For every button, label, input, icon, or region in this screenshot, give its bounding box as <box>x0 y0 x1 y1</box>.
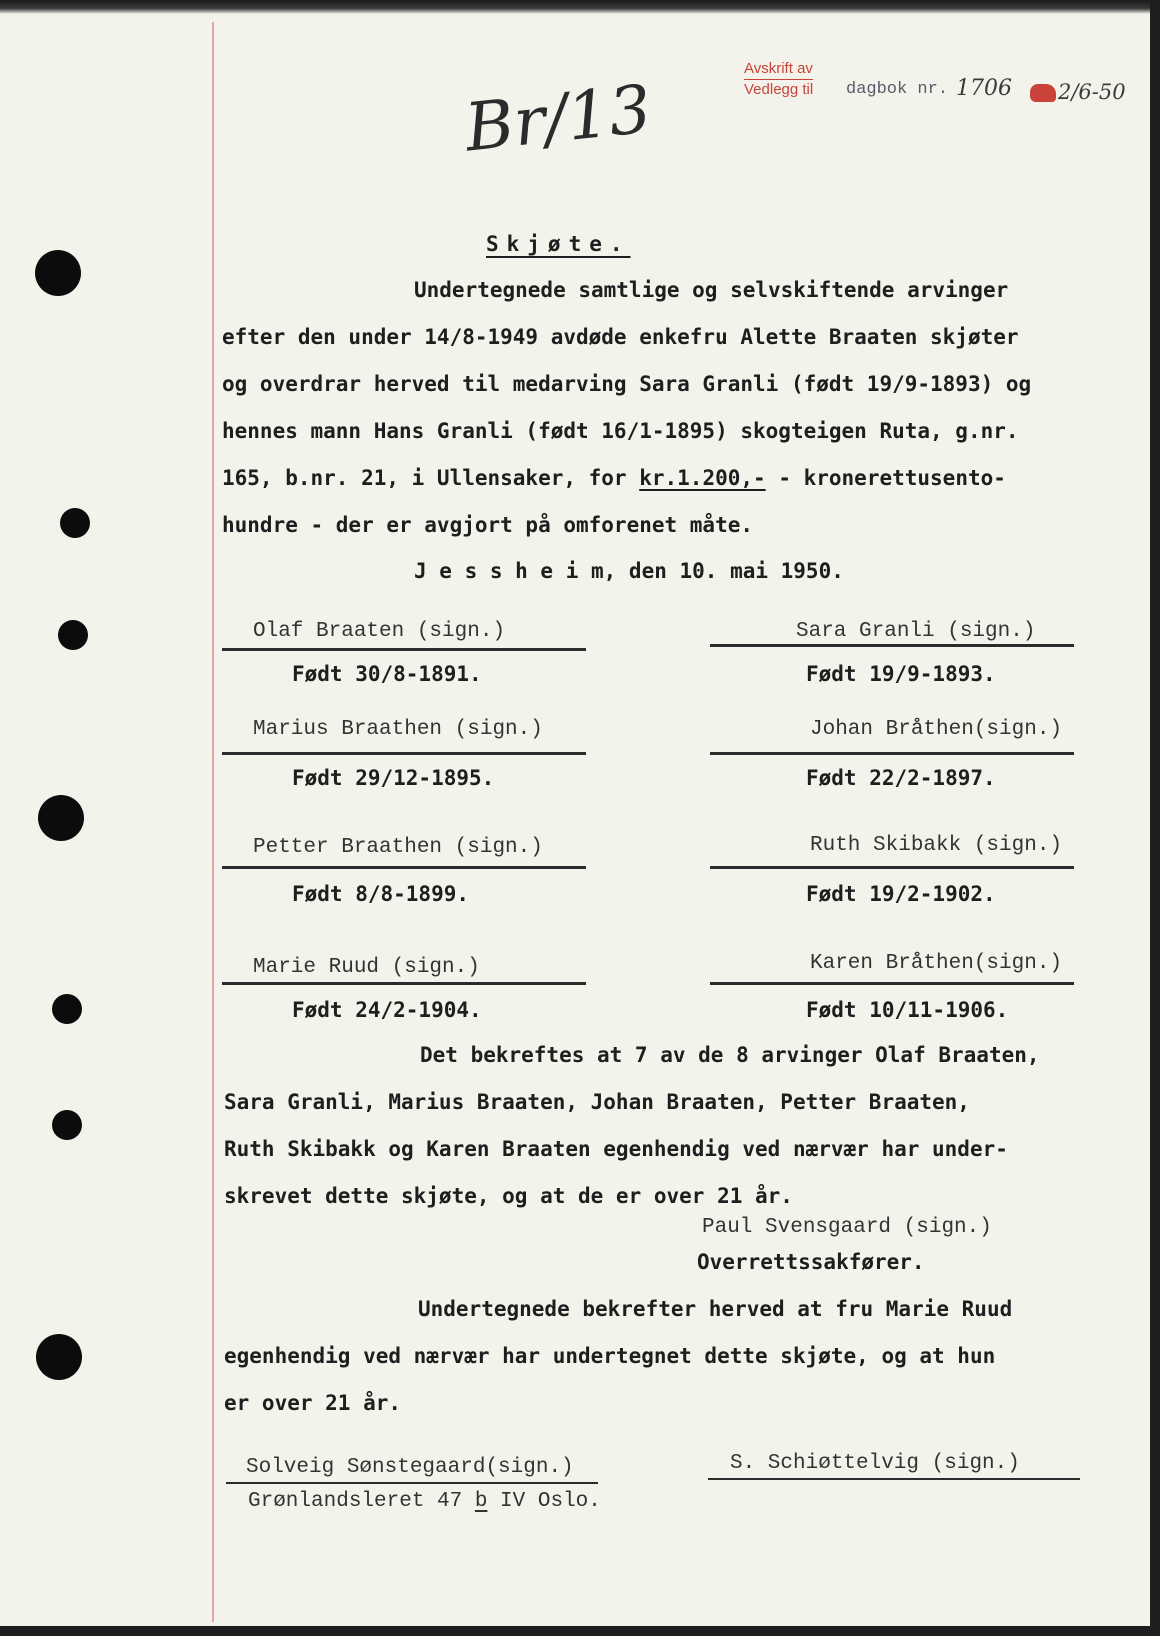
signature-rule <box>710 866 1074 869</box>
signature-born: Født 22/2-1897. <box>806 766 996 790</box>
punch-hole-5 <box>52 994 82 1024</box>
line5-prefix: 165, b.nr. 21, i Ullensaker, for <box>222 466 640 490</box>
handwritten-initials: Br/13 <box>461 70 655 167</box>
stamp-line-1: Avskrift av <box>744 60 813 77</box>
signature-name: Ruth Skibakk (sign.) <box>810 834 1063 857</box>
punch-hole-7 <box>36 1334 82 1380</box>
signature-born: Født 29/12-1895. <box>292 766 495 790</box>
body-line-5 <box>222 466 1006 490</box>
scan-edge-top <box>0 0 1160 14</box>
scan-edge-bottom <box>0 1626 1160 1636</box>
scan-edge-right <box>1150 0 1160 1636</box>
punch-hole-1 <box>35 250 81 296</box>
registry-stamp <box>744 60 813 98</box>
body-line-1: Undertegnede samtlige og selvskiftende arvinger <box>414 278 1009 302</box>
punch-hole-2 <box>60 508 90 538</box>
final-line-1: Undertegnede bekrefter herved at fru Marie Ruud <box>418 1297 1013 1321</box>
address-suffix: IV Oslo. <box>487 1490 601 1513</box>
address-prefix: Grønlandsleret 47 <box>248 1490 475 1513</box>
witness-left-rule <box>226 1482 598 1484</box>
punch-hole-3 <box>58 620 88 650</box>
purchase-amount: kr.1.200,- <box>639 466 766 490</box>
signature-born: Født 19/9-1893. <box>806 662 996 686</box>
signature-rule <box>222 752 586 755</box>
confirm-line-4: skrevet dette skjøte, og at de er over 21 år. <box>224 1184 793 1208</box>
attorney-name: Paul Svensgaard (sign.) <box>702 1216 992 1239</box>
signature-name: Sara Granli (sign.) <box>796 620 1036 643</box>
signature-name: Marie Ruud (sign.) <box>253 956 480 979</box>
witness-left-name: Solveig Sønstegaard(sign.) <box>246 1456 574 1479</box>
final-line-2: egenhendig ved nærvær har undertegnet dette skjøte, og at hun <box>224 1344 996 1368</box>
stamp-line-2: Vedlegg til <box>744 81 814 98</box>
signature-born: Født 30/8-1891. <box>292 662 482 686</box>
attorney-title: Overrettssakfører. <box>697 1250 925 1274</box>
line5-suffix: - kronerettusento- <box>765 466 1006 490</box>
dagbok-label: dagbok nr. <box>846 80 949 99</box>
signature-name: Johan Bråthen(sign.) <box>810 718 1063 741</box>
confirm-line-1: Det bekreftes at 7 av de 8 arvinger Olaf Braaten, <box>420 1043 1040 1067</box>
witness-address <box>248 1490 601 1513</box>
signature-born: Født 19/2-1902. <box>806 882 996 906</box>
witness-right-rule <box>708 1478 1080 1480</box>
place-date: J e s s h e i m, den 10. mai 1950. <box>414 559 844 583</box>
confirm-line-2: Sara Granli, Marius Braaten, Johan Braaten, Petter Braaten, <box>224 1090 970 1114</box>
signature-name: Olaf Braaten (sign.) <box>253 620 506 643</box>
address-letter: b <box>474 1490 488 1513</box>
confirm-line-3: Ruth Skibakk og Karen Braaten egenhendig ved nærvær har under- <box>224 1137 1008 1161</box>
signature-name: Marius Braathen (sign.) <box>253 718 543 741</box>
witness-right-name: S. Schiøttelvig (sign.) <box>730 1452 1020 1475</box>
signature-name: Karen Bråthen(sign.) <box>810 952 1063 975</box>
signature-rule <box>222 982 586 985</box>
dagbok-number: 1706 <box>956 76 1012 101</box>
signature-born: Født 8/8-1899. <box>292 882 470 906</box>
signature-born: Født 10/11-1906. <box>806 998 1009 1022</box>
red-stamp-mark <box>1030 84 1056 102</box>
signature-rule <box>222 648 586 651</box>
signature-rule <box>710 644 1074 647</box>
document-title: Skjøte. <box>486 232 631 256</box>
body-line-4: hennes mann Hans Granli (født 16/1-1895) skogteigen Ruta, g.nr. <box>222 419 1019 443</box>
signature-name: Petter Braathen (sign.) <box>253 836 543 859</box>
body-line-3: og overdrar herved til medarving Sara Granli (født 19/9-1893) og <box>222 372 1032 396</box>
signature-born: Født 24/2-1904. <box>292 998 482 1022</box>
margin-line <box>212 22 214 1622</box>
signature-rule <box>710 752 1074 755</box>
handwritten-date: 2/6-50 <box>1058 80 1126 104</box>
final-line-3: er over 21 år. <box>224 1391 402 1415</box>
signature-rule <box>222 866 586 869</box>
punch-hole-4 <box>38 795 84 841</box>
signature-rule <box>710 982 1074 985</box>
punch-hole-6 <box>52 1110 82 1140</box>
body-line-2: efter den under 14/8-1949 avdøde enkefru Alette Braaten skjøter <box>222 325 1019 349</box>
body-line-6: hundre - der er avgjort på omforenet måte. <box>222 513 754 537</box>
